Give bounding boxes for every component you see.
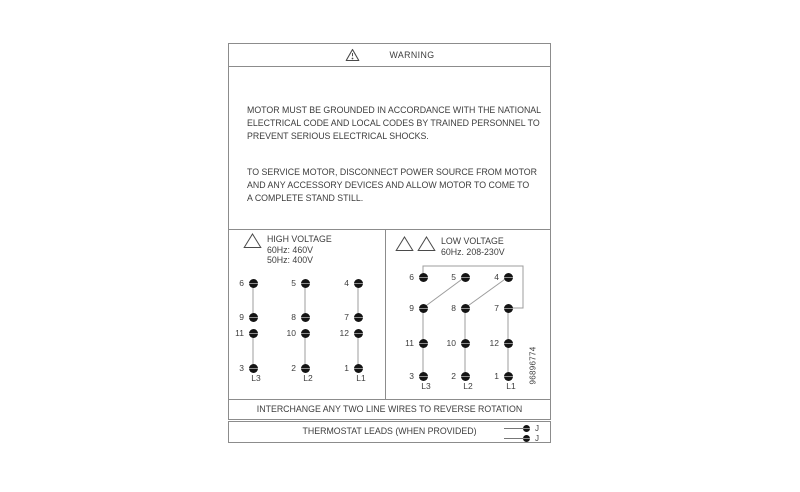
thermostat-lead-label: J	[535, 434, 539, 443]
terminal-10-number: 10	[286, 328, 296, 338]
terminal-6-number: 6	[239, 278, 244, 288]
low-voltage-title: LOW VOLTAGE	[441, 236, 504, 246]
thermostat-lead-line	[504, 438, 524, 439]
thermostat-lead	[504, 425, 539, 432]
terminal-8-dot	[461, 304, 470, 313]
grounding-notice-line: MOTOR MUST BE GROUNDED IN ACCORDANCE WITH THE NATIONAL	[247, 105, 542, 115]
terminal-2-dot	[301, 364, 310, 373]
high-voltage-rating: 60Hz: 460V	[267, 244, 313, 255]
thermostat-lead-dot	[523, 435, 530, 442]
terminal-11-dot	[419, 339, 428, 348]
thermostat-lead-dot	[523, 425, 530, 432]
terminal-9-dot	[419, 304, 428, 313]
high-voltage-title: HIGH VOLTAGE	[267, 234, 332, 244]
terminal-2-number: 2	[291, 363, 296, 373]
thermostat-lead-label: J	[535, 424, 539, 433]
terminal-7-number: 7	[494, 303, 499, 313]
terminal-8-number: 8	[451, 303, 456, 313]
terminal-12-number: 12	[489, 338, 499, 348]
high-voltage-rating: 50Hz: 400V	[267, 255, 313, 265]
service-notice-line: AND ANY ACCESSORY DEVICES AND ALLOW MOTOR TO COME TO	[247, 180, 530, 190]
service-notice-line: TO SERVICE MOTOR, DISCONNECT POWER SOURCE FROM MOTOR	[247, 167, 537, 177]
grounding-notice-line: ELECTRICAL CODE AND LOCAL CODES BY TRAINED PERSONNEL TO	[247, 118, 540, 128]
terminal-3-dot	[249, 364, 258, 373]
low-voltage-triangle-icons	[395, 236, 436, 252]
terminal-7-number: 7	[344, 312, 349, 322]
terminal-5-number: 5	[451, 272, 456, 282]
thermostat-lead-line	[504, 428, 524, 429]
line-label-l1: L1	[356, 373, 366, 383]
terminal-10-dot	[461, 339, 470, 348]
terminal-7-dot	[504, 304, 513, 313]
terminal-12-number: 12	[339, 328, 349, 338]
terminal-5-number: 5	[291, 278, 296, 288]
terminal-4-number: 4	[494, 272, 499, 282]
terminal-5-dot	[461, 273, 470, 282]
terminal-8-number: 8	[291, 312, 296, 322]
terminal-3-number: 3	[409, 371, 414, 381]
terminal-11-number: 11	[405, 338, 414, 348]
thermostat-row	[228, 421, 551, 443]
thermostat-note: THERMOSTAT LEADS (WHEN PROVIDED)	[302, 426, 477, 436]
motor-wiring-label	[228, 43, 551, 420]
terminal-2-number: 2	[451, 371, 456, 381]
terminal-4-number: 4	[344, 278, 349, 288]
service-notice-line: A COMPLETE STAND STILL.	[247, 193, 364, 203]
terminal-11-dot	[249, 329, 258, 338]
low-voltage-triangle-icon	[417, 236, 436, 252]
line-label-l2: L2	[463, 381, 473, 391]
terminal-9-dot	[249, 313, 258, 322]
line-label-l3: L3	[251, 373, 261, 383]
terminal-6-number: 6	[409, 272, 414, 282]
high-voltage-triangle-icon	[243, 233, 262, 249]
terminal-11-number: 11	[235, 328, 244, 338]
terminal-4-dot	[504, 273, 513, 282]
terminal-6-dot	[419, 273, 428, 282]
terminal-5-dot	[301, 279, 310, 288]
line-label-l3: L3	[421, 381, 431, 391]
terminal-1-dot	[354, 364, 363, 373]
terminal-12-dot	[504, 339, 513, 348]
terminal-9-number: 9	[409, 303, 414, 313]
low-voltage-rating: 60Hz. 208-230V	[441, 246, 505, 257]
terminal-9-number: 9	[239, 312, 244, 322]
grounding-notice-line: PREVENT SERIOUS ELECTRICAL SHOCKS.	[247, 131, 429, 141]
terminal-1-dot	[504, 372, 513, 381]
low-voltage-triangle-icon	[395, 236, 414, 252]
terminal-8-dot	[301, 313, 310, 322]
part-number: 96896774	[528, 346, 538, 385]
terminal-3-number: 3	[239, 363, 244, 373]
line-label-l2: L2	[303, 373, 313, 383]
terminal-4-dot	[354, 279, 363, 288]
terminal-10-dot	[301, 329, 310, 338]
rotation-note-row: INTERCHANGE ANY TWO LINE WIRES TO REVERSE ROTATION	[229, 399, 550, 419]
line-label-l1: L1	[506, 381, 516, 391]
warning-title: WARNING	[389, 50, 435, 60]
low-voltage-header	[441, 236, 505, 257]
terminal-3-dot	[419, 372, 428, 381]
thermostat-lead	[504, 435, 539, 442]
terminal-10-number: 10	[446, 338, 456, 348]
terminal-6-dot	[249, 279, 258, 288]
terminal-1-number: 1	[494, 371, 499, 381]
terminal-2-dot	[461, 372, 470, 381]
high-voltage-header	[267, 234, 332, 266]
terminal-7-dot	[354, 313, 363, 322]
terminal-12-dot	[354, 329, 363, 338]
terminal-1-number: 1	[344, 363, 349, 373]
